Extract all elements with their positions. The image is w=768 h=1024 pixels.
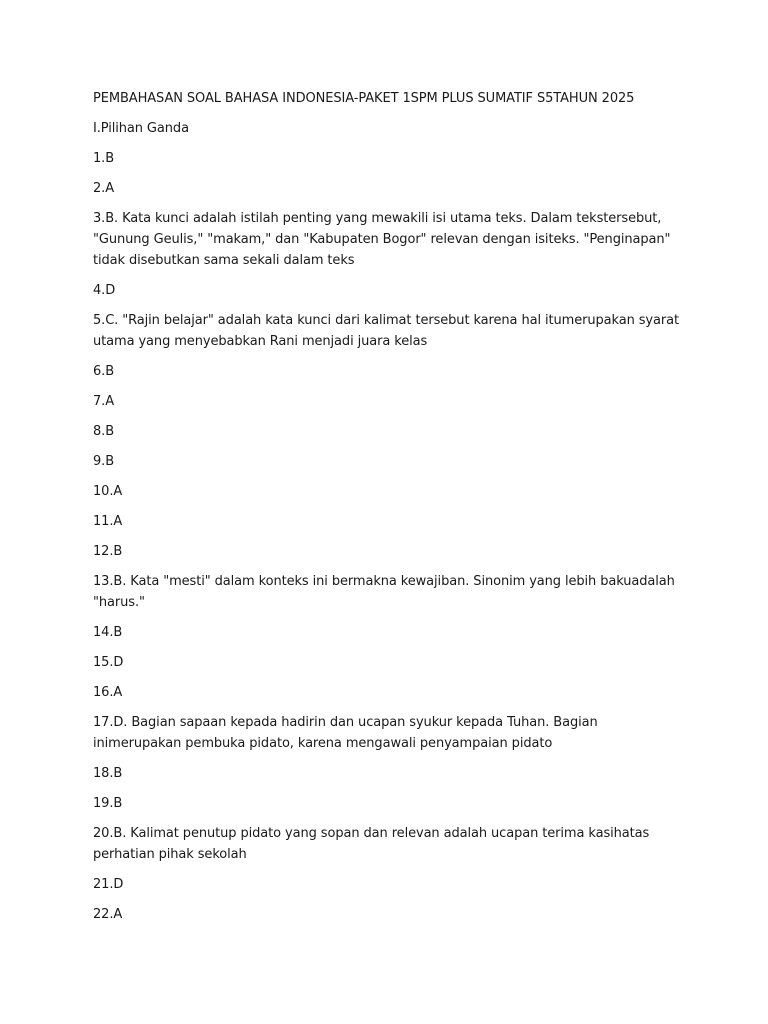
answer-11: 11.A — [93, 514, 123, 529]
answer-2: 2.A — [93, 181, 114, 196]
answer-13: 13.B. Kata "mesti" dalam konteks ini bermakna kewajiban. Sinonim yang lebih bakuadalah "harus." — [93, 574, 675, 610]
answer-4: 4.D — [93, 283, 116, 298]
answer-20: 20.B. Kalimat penutup pidato yang sopan dan relevan adalah ucapan terima kasihatas perhatian pihak sekolah — [93, 826, 650, 862]
answer-19: 19.B — [93, 796, 123, 811]
answer-12: 12.B — [93, 544, 123, 559]
answer-18: 18.B — [93, 766, 123, 781]
document-page — [93, 88, 683, 934]
answer-3: 3.B. Kata kunci adalah istilah penting yang mewakili isi utama teks. Dalam tekstersebut, "Gunung Geulis," "makam," dan "Kabupaten Bogor" relevan dengan isiteks. "Penginapan" tidak disebutkan sama sekali dalam teks — [93, 211, 671, 268]
answer-8: 8.B — [93, 424, 115, 439]
answer-17: 17.D. Bagian sapaan kepada hadirin dan ucapan syukur kepada Tuhan. Bagian inimerupakan pembuka pidato, karena mengawali penyampaian pidato — [93, 715, 598, 751]
answer-7: 7.A — [93, 394, 114, 409]
document-title: PEMBAHASAN SOAL BAHASA INDONESIA-PAKET 1SPM PLUS SUMATIF S5TAHUN 2025 — [93, 91, 635, 106]
answer-21: 21.D — [93, 877, 124, 892]
answer-16: 16.A — [93, 685, 123, 700]
answer-5: 5.C. "Rajin belajar" adalah kata kunci dari kalimat tersebut karena hal itumerupakan syarat utama yang menyebabkan Rani menjadi juara kelas — [93, 313, 679, 349]
answer-15: 15.D — [93, 655, 124, 670]
answer-6: 6.B — [93, 364, 115, 379]
answer-9: 9.B — [93, 454, 115, 469]
answer-22: 22.A — [93, 907, 123, 922]
answer-14: 14.B — [93, 625, 123, 640]
section-heading: I.Pilihan Ganda — [93, 121, 189, 136]
answer-10: 10.A — [93, 484, 123, 499]
answer-1: 1.B — [93, 151, 115, 166]
